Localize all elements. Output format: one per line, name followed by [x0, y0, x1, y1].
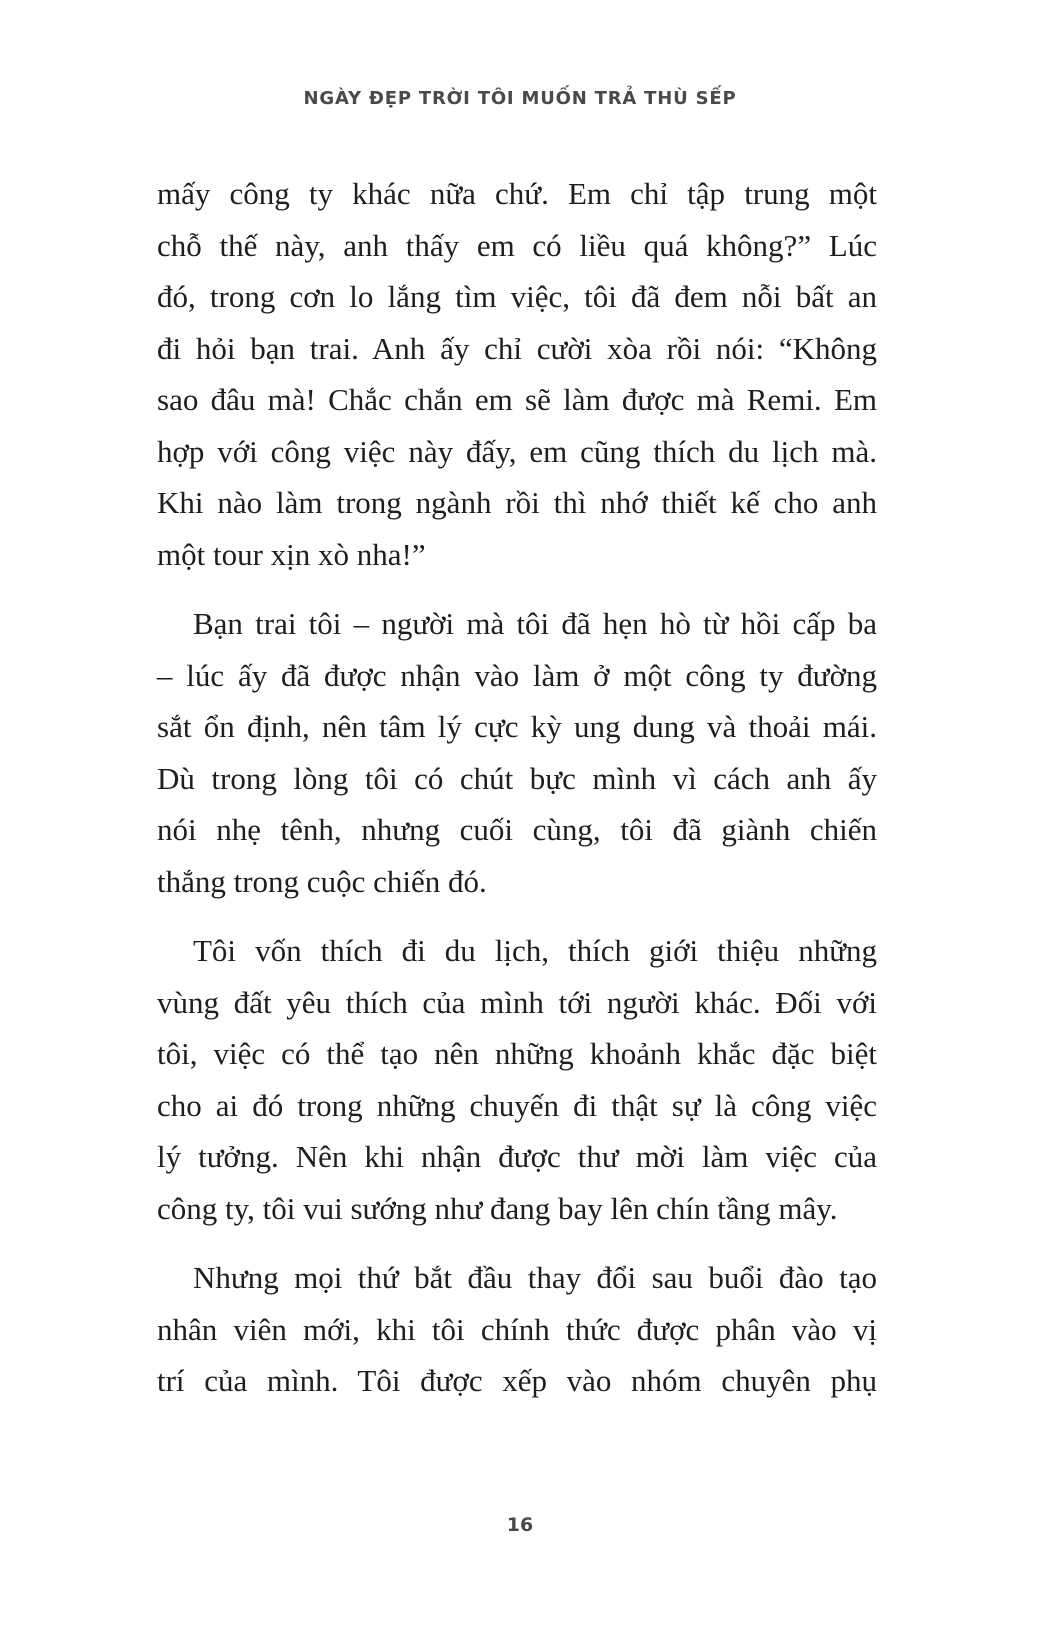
text-line: tôi, việc có thể tạo nên những khoảnh khắc đặc biệt [157, 1036, 877, 1071]
text-line: công ty, tôi vui sướng như đang bay lên chín tầng mây. [157, 1190, 838, 1226]
text-line: hợp với công việc này đấy, em cũng thích du lịch mà. [157, 433, 877, 469]
text-line: mấy công ty khác nữa chứ. Em chỉ tập trung một [157, 176, 877, 211]
body-text [157, 168, 877, 1425]
text-line: chỗ thế này, anh thấy em có liều quá không?” Lúc [157, 227, 877, 263]
text-line: Khi nào làm trong ngành rồi thì nhớ thiết kế cho anh [157, 485, 877, 520]
paragraph-2 [157, 598, 877, 907]
text-line: thắng trong cuộc chiến đó. [157, 863, 487, 899]
text-line: sao đâu mà! Chắc chắn em sẽ làm được mà Remi. Em [157, 382, 877, 417]
page-number: 16 [506, 1514, 534, 1536]
text-line: sắt ổn định, nên tâm lý cực kỳ ung dung và thoải mái. [157, 709, 877, 744]
text-line: Nhưng mọi thứ bắt đầu thay đổi sau buổi đào tạo [193, 1260, 877, 1295]
text-line: vùng đất yêu thích của mình tới người khác. Đối với [157, 984, 877, 1020]
text-line: trí của mình. Tôi được xếp vào nhóm chuyên phụ [157, 1363, 877, 1398]
text-line: đi hỏi bạn trai. Anh ấy chỉ cười xòa rồi nói: “Không [157, 330, 877, 366]
text-line: nói nhẹ tênh, nhưng cuối cùng, tôi đã giành chiến [157, 812, 877, 847]
text-line: nhân viên mới, khi tôi chính thức được phân vào vị [157, 1311, 877, 1347]
text-line: một tour xịn xò nha!” [157, 536, 426, 572]
text-line: lý tưởng. Nên khi nhận được thư mời làm việc của [157, 1139, 877, 1174]
paragraph-4 [157, 1252, 877, 1407]
text-line: Tôi vốn thích đi du lịch, thích giới thiệu những [193, 933, 877, 968]
text-line: Dù trong lòng tôi có chút bực mình vì cách anh ấy [157, 760, 877, 796]
text-line: – lúc ấy đã được nhận vào làm ở một công ty đường [157, 657, 877, 693]
text-line: cho ai đó trong những chuyến đi thật sự là công việc [157, 1087, 877, 1123]
paragraph-1 [157, 168, 877, 580]
text-line: đó, trong cơn lo lắng tìm việc, tôi đã đem nỗi bất an [157, 279, 877, 314]
text-line: Bạn trai tôi – người mà tôi đã hẹn hò từ hồi cấp ba [193, 606, 877, 641]
running-header-title: NGÀY ĐẸP TRỜI TÔI MUỐN TRẢ THÙ SẾP [303, 88, 737, 109]
paragraph-3 [157, 925, 877, 1234]
